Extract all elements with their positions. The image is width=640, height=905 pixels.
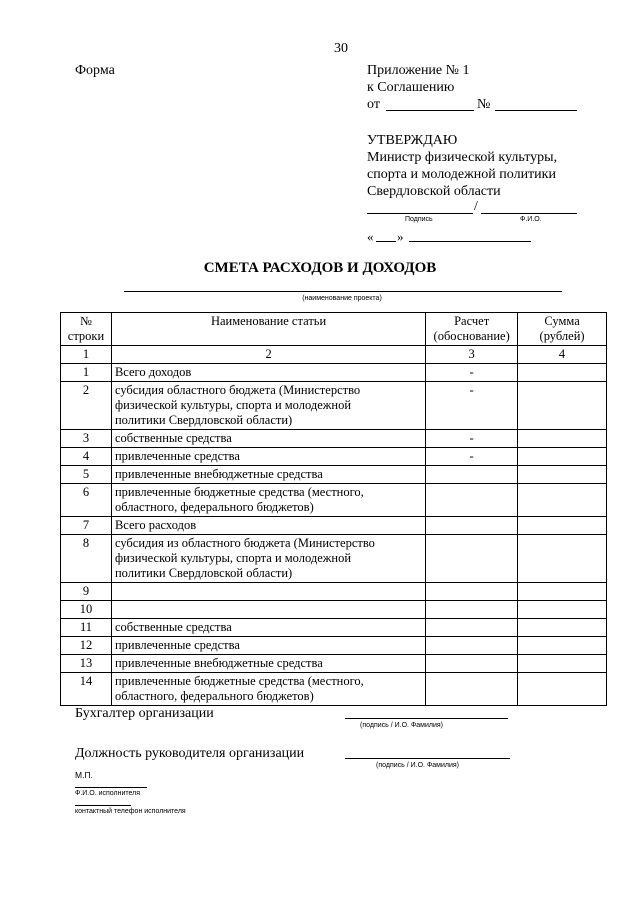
table-row — [61, 637, 607, 655]
row-label-line: собственные средства — [114, 431, 232, 445]
row-sum — [518, 484, 607, 517]
stamp-place-label: М.П. — [75, 770, 93, 780]
table-row — [61, 535, 607, 583]
row-label-cell — [111, 601, 425, 619]
row-calc: - — [426, 382, 518, 430]
head-sign-line — [345, 758, 510, 759]
row-label-cell — [111, 583, 425, 601]
header-calc-line2: (обоснование) — [433, 329, 510, 343]
approve-title: УТВЕРЖДАЮ — [367, 133, 458, 148]
header-name — [111, 313, 425, 346]
approve-month-line — [409, 241, 531, 242]
row-calc: - — [426, 364, 518, 382]
row-label-cell — [111, 637, 425, 655]
row-number: 9 — [61, 583, 112, 601]
row-calc — [426, 484, 518, 517]
row-label-line: областного, федерального бюджетов) — [114, 500, 314, 514]
approve-slash: / — [474, 199, 478, 214]
header-num-line1: № — [80, 314, 92, 328]
table-row — [61, 484, 607, 517]
row-sum — [518, 535, 607, 583]
appendix-line2: к Соглашению — [367, 80, 455, 95]
phone-caption: контактный телефон исполнителя — [75, 808, 186, 815]
appendix-no-label: № — [477, 97, 491, 112]
approve-sign-line — [367, 213, 473, 214]
row-label-cell — [111, 484, 425, 517]
row-sum — [518, 466, 607, 484]
appendix-date-line — [386, 110, 474, 111]
header-sum-line2: (рублей) — [539, 329, 585, 343]
approve-line3: Свердловской области — [367, 184, 501, 199]
header-num — [61, 313, 112, 346]
row-calc — [426, 601, 518, 619]
approve-date-open: « — [367, 229, 374, 244]
row-number: 3 — [61, 430, 112, 448]
head-caption: (подпись / И.О. Фамилия) — [376, 762, 459, 769]
approve-date-close: » — [397, 229, 404, 244]
row-sum — [518, 583, 607, 601]
approve-day-line — [376, 241, 396, 242]
row-label-line: физической культуры, спорта и молодежной — [114, 398, 352, 412]
table-row — [61, 673, 607, 706]
table-row — [61, 466, 607, 484]
row-sum — [518, 637, 607, 655]
phone-line — [75, 805, 131, 806]
row-number: 10 — [61, 601, 112, 619]
row-label-line: политики Свердловской области) — [114, 566, 293, 580]
row-label-cell — [111, 364, 425, 382]
appendix-number-line — [495, 110, 577, 111]
table-row — [61, 583, 607, 601]
row-calc: - — [426, 430, 518, 448]
approve-sign-caption: Подпись — [405, 216, 433, 223]
row-calc — [426, 673, 518, 706]
row-number: 4 — [61, 448, 112, 466]
approve-fio-line — [481, 213, 577, 214]
row-label-cell — [111, 517, 425, 535]
row-label-line: политики Свердловской области) — [114, 413, 293, 427]
form-label: Форма — [75, 63, 115, 78]
row-number: 13 — [61, 655, 112, 673]
table-header-row — [61, 313, 607, 346]
table-row — [61, 430, 607, 448]
row-label-line: физической культуры, спорта и молодежной — [114, 551, 352, 565]
row-label-cell — [111, 673, 425, 706]
row-calc: - — [426, 448, 518, 466]
row-label-cell — [111, 448, 425, 466]
project-caption: (наименование проекта) — [302, 295, 382, 302]
row-label-line: привлеченные бюджетные средства (местного, — [114, 485, 364, 499]
row-calc — [426, 619, 518, 637]
row-number: 1 — [61, 364, 112, 382]
approve-line2: спорта и молодежной политики — [367, 167, 556, 182]
row-number: 12 — [61, 637, 112, 655]
row-label-line: Всего расходов — [114, 518, 197, 532]
row-sum — [518, 619, 607, 637]
row-label-line: субсидия из областного бюджета (Министерство — [114, 536, 375, 550]
row-sum — [518, 430, 607, 448]
appendix-from-label: от — [367, 97, 380, 112]
row-calc — [426, 655, 518, 673]
row-label-cell — [111, 466, 425, 484]
table-row — [61, 448, 607, 466]
row-label-line: областного, федерального бюджетов) — [114, 689, 314, 703]
head-position-label: Должность руководителя организации — [75, 746, 305, 761]
row-sum — [518, 673, 607, 706]
row-label-line: собственные средства — [114, 620, 232, 634]
row-label-line: привлеченные бюджетные средства (местного, — [114, 674, 364, 688]
header-num-line2: строки — [67, 329, 105, 343]
row-sum — [518, 382, 607, 430]
row-number: 6 — [61, 484, 112, 517]
header-calc-line1: Расчет — [454, 314, 490, 328]
col-number-1: 1 — [61, 346, 112, 364]
row-number: 7 — [61, 517, 112, 535]
row-sum — [518, 601, 607, 619]
row-calc — [426, 535, 518, 583]
project-name-line — [124, 291, 562, 292]
row-label-cell — [111, 655, 425, 673]
col-number-4: 4 — [518, 346, 607, 364]
row-label-cell — [111, 619, 425, 637]
table-row — [61, 364, 607, 382]
row-label-line: привлеченные средства — [114, 449, 240, 463]
page-number: 30 — [334, 41, 348, 56]
table-row — [61, 655, 607, 673]
table-row — [61, 619, 607, 637]
header-sum-line1: Сумма — [544, 314, 580, 328]
header-sum — [518, 313, 607, 346]
row-number: 8 — [61, 535, 112, 583]
column-number-row — [61, 346, 607, 364]
executor-caption: Ф.И.О. исполнителя — [75, 790, 141, 797]
row-label-line: субсидия областного бюджета (Министерство — [114, 383, 361, 397]
row-label-cell — [111, 535, 425, 583]
row-label-line: Всего доходов — [114, 365, 192, 379]
row-label-cell — [111, 430, 425, 448]
approve-fio-caption: Ф.И.О. — [520, 216, 542, 223]
col-number-2: 2 — [111, 346, 425, 364]
appendix-line1: Приложение № 1 — [367, 63, 470, 78]
row-label-line: привлеченные внебюджетные средства — [114, 467, 323, 481]
row-number: 14 — [61, 673, 112, 706]
header-calc — [426, 313, 518, 346]
col-number-3: 3 — [426, 346, 518, 364]
row-number: 5 — [61, 466, 112, 484]
estimate-table — [60, 312, 607, 706]
row-number: 11 — [61, 619, 112, 637]
row-calc — [426, 466, 518, 484]
row-sum — [518, 364, 607, 382]
table-row — [61, 517, 607, 535]
row-sum — [518, 517, 607, 535]
row-label-line: привлеченные внебюджетные средства — [114, 656, 323, 670]
executor-line — [75, 787, 147, 788]
row-label-line: привлеченные средства — [114, 638, 240, 652]
accountant-sign-line — [345, 718, 508, 719]
row-calc — [426, 583, 518, 601]
header-name-text: Наименование статьи — [210, 314, 327, 328]
row-sum — [518, 655, 607, 673]
table-row — [61, 382, 607, 430]
document-heading: СМЕТА РАСХОДОВ И ДОХОДОВ — [203, 260, 437, 276]
row-calc — [426, 637, 518, 655]
table-row — [61, 601, 607, 619]
row-calc — [426, 517, 518, 535]
accountant-caption: (подпись / И.О. Фамилия) — [360, 722, 443, 729]
accountant-label: Бухгалтер организации — [75, 706, 214, 721]
approve-line1: Министр физической культуры, — [367, 150, 558, 165]
row-sum — [518, 448, 607, 466]
row-number: 2 — [61, 382, 112, 430]
row-label-cell — [111, 382, 425, 430]
